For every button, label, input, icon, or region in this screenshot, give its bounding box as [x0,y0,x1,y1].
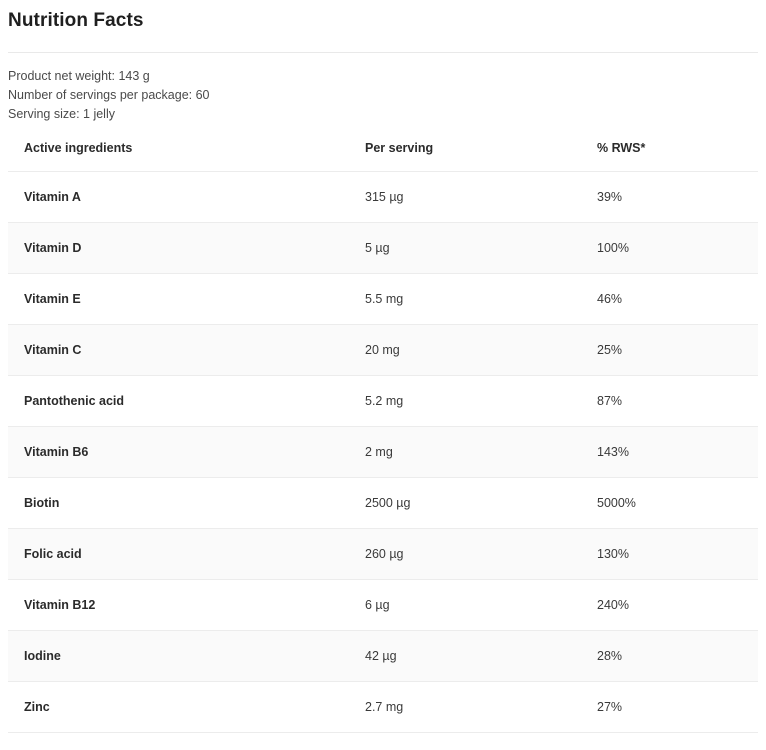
table-row [8,325,758,376]
ingredient-name: Vitamin C [8,325,349,376]
ingredient-name: Vitamin E [8,274,349,325]
ingredient-rws: 100% [581,223,758,274]
ingredient-per-serving: 20 mg [349,325,581,376]
ingredient-per-serving: 2 mg [349,427,581,478]
nutrition-table [8,141,758,733]
ingredient-rws: 39% [581,172,758,223]
ingredient-name: Biotin [8,478,349,529]
ingredient-name: Iodine [8,631,349,682]
ingredient-rws: 240% [581,580,758,631]
page-title: Nutrition Facts [8,10,144,31]
ingredient-name: Vitamin A [8,172,349,223]
table-row [8,223,758,274]
table-row [8,427,758,478]
ingredient-per-serving: 5 µg [349,223,581,274]
ingredient-rws: 27% [581,682,758,733]
servings-per-package-text: Number of servings per package: 60 [8,88,210,102]
column-header-ingredient: Active ingredients [8,141,349,172]
ingredient-rws: 25% [581,325,758,376]
net-weight-text: Product net weight: 143 g [8,69,150,83]
nutrition-facts-panel [0,10,766,733]
ingredient-name: Pantothenic acid [8,376,349,427]
ingredient-per-serving: 42 µg [349,631,581,682]
table-row [8,478,758,529]
table-row [8,529,758,580]
table-row [8,682,758,733]
ingredient-per-serving: 5.5 mg [349,274,581,325]
product-meta [8,67,758,124]
ingredient-per-serving: 6 µg [349,580,581,631]
ingredient-name: Zinc [8,682,349,733]
table-header-row [8,141,758,172]
table-row [8,631,758,682]
table-row [8,172,758,223]
table-row [8,274,758,325]
title-divider [8,52,758,53]
ingredient-rws: 46% [581,274,758,325]
ingredient-per-serving: 2500 µg [349,478,581,529]
ingredient-rws: 143% [581,427,758,478]
column-header-rws: % RWS* [581,141,758,172]
ingredient-rws: 130% [581,529,758,580]
table-row [8,580,758,631]
column-header-per-serving: Per serving [349,141,581,172]
ingredient-per-serving: 5.2 mg [349,376,581,427]
ingredient-per-serving: 2.7 mg [349,682,581,733]
serving-size-text: Serving size: 1 jelly [8,107,115,121]
ingredient-name: Folic acid [8,529,349,580]
ingredient-name: Vitamin D [8,223,349,274]
ingredient-name: Vitamin B6 [8,427,349,478]
ingredient-name: Vitamin B12 [8,580,349,631]
ingredient-rws: 28% [581,631,758,682]
ingredient-per-serving: 260 µg [349,529,581,580]
ingredient-rws: 5000% [581,478,758,529]
ingredient-per-serving: 315 µg [349,172,581,223]
table-row [8,376,758,427]
ingredient-rws: 87% [581,376,758,427]
